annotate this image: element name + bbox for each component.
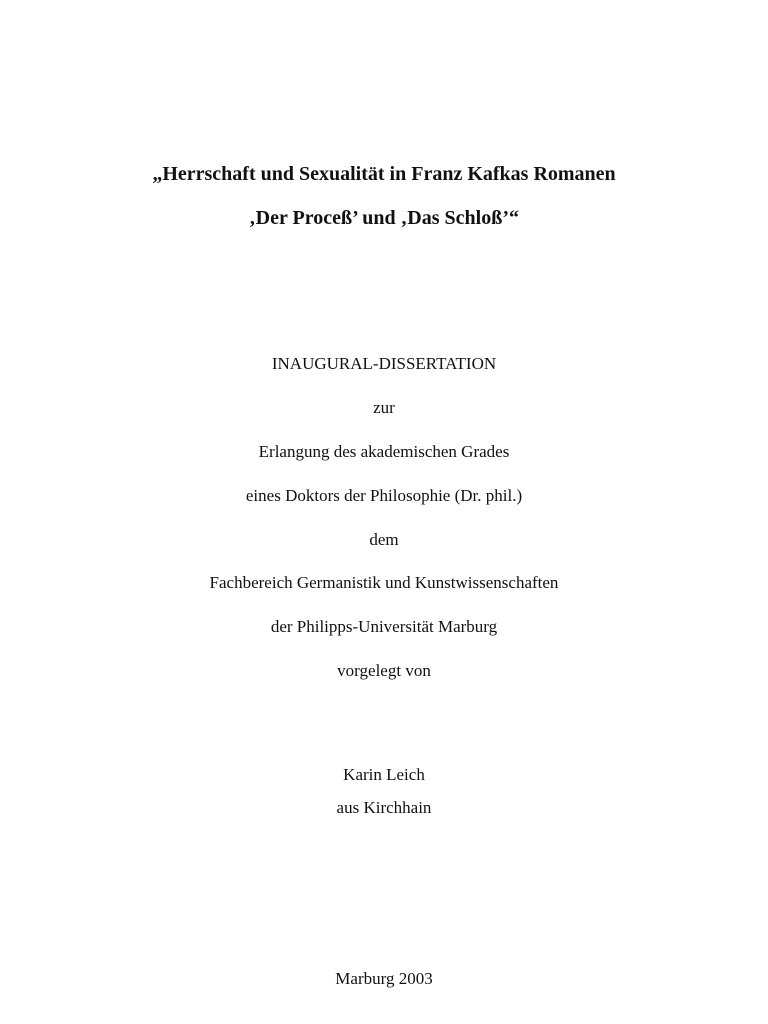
line-fachbereich: Fachbereich Germanistik und Kunstwissenschaften — [209, 573, 559, 592]
title-line-2: ‚Der Proceß’ und ‚Das Schloß’“ — [249, 207, 519, 229]
title-line-1: „Herrschaft und Sexualität in Franz Kafkas Romanen — [152, 163, 616, 185]
author-origin: aus Kirchhain — [336, 798, 432, 817]
line-doktor: eines Doktors der Philosophie (Dr. phil.) — [245, 486, 523, 505]
place-year: Marburg 2003 — [335, 969, 433, 988]
dissertation-type: INAUGURAL-DISSERTATION — [271, 354, 497, 373]
line-dem: dem — [369, 530, 399, 549]
line-universitaet: der Philipps-Universität Marburg — [270, 617, 498, 636]
line-vorgelegt: vorgelegt von — [337, 661, 431, 680]
line-zur: zur — [373, 398, 395, 417]
author-name: Karin Leich — [343, 765, 425, 784]
line-erlangung: Erlangung des akademischen Grades — [258, 442, 510, 461]
